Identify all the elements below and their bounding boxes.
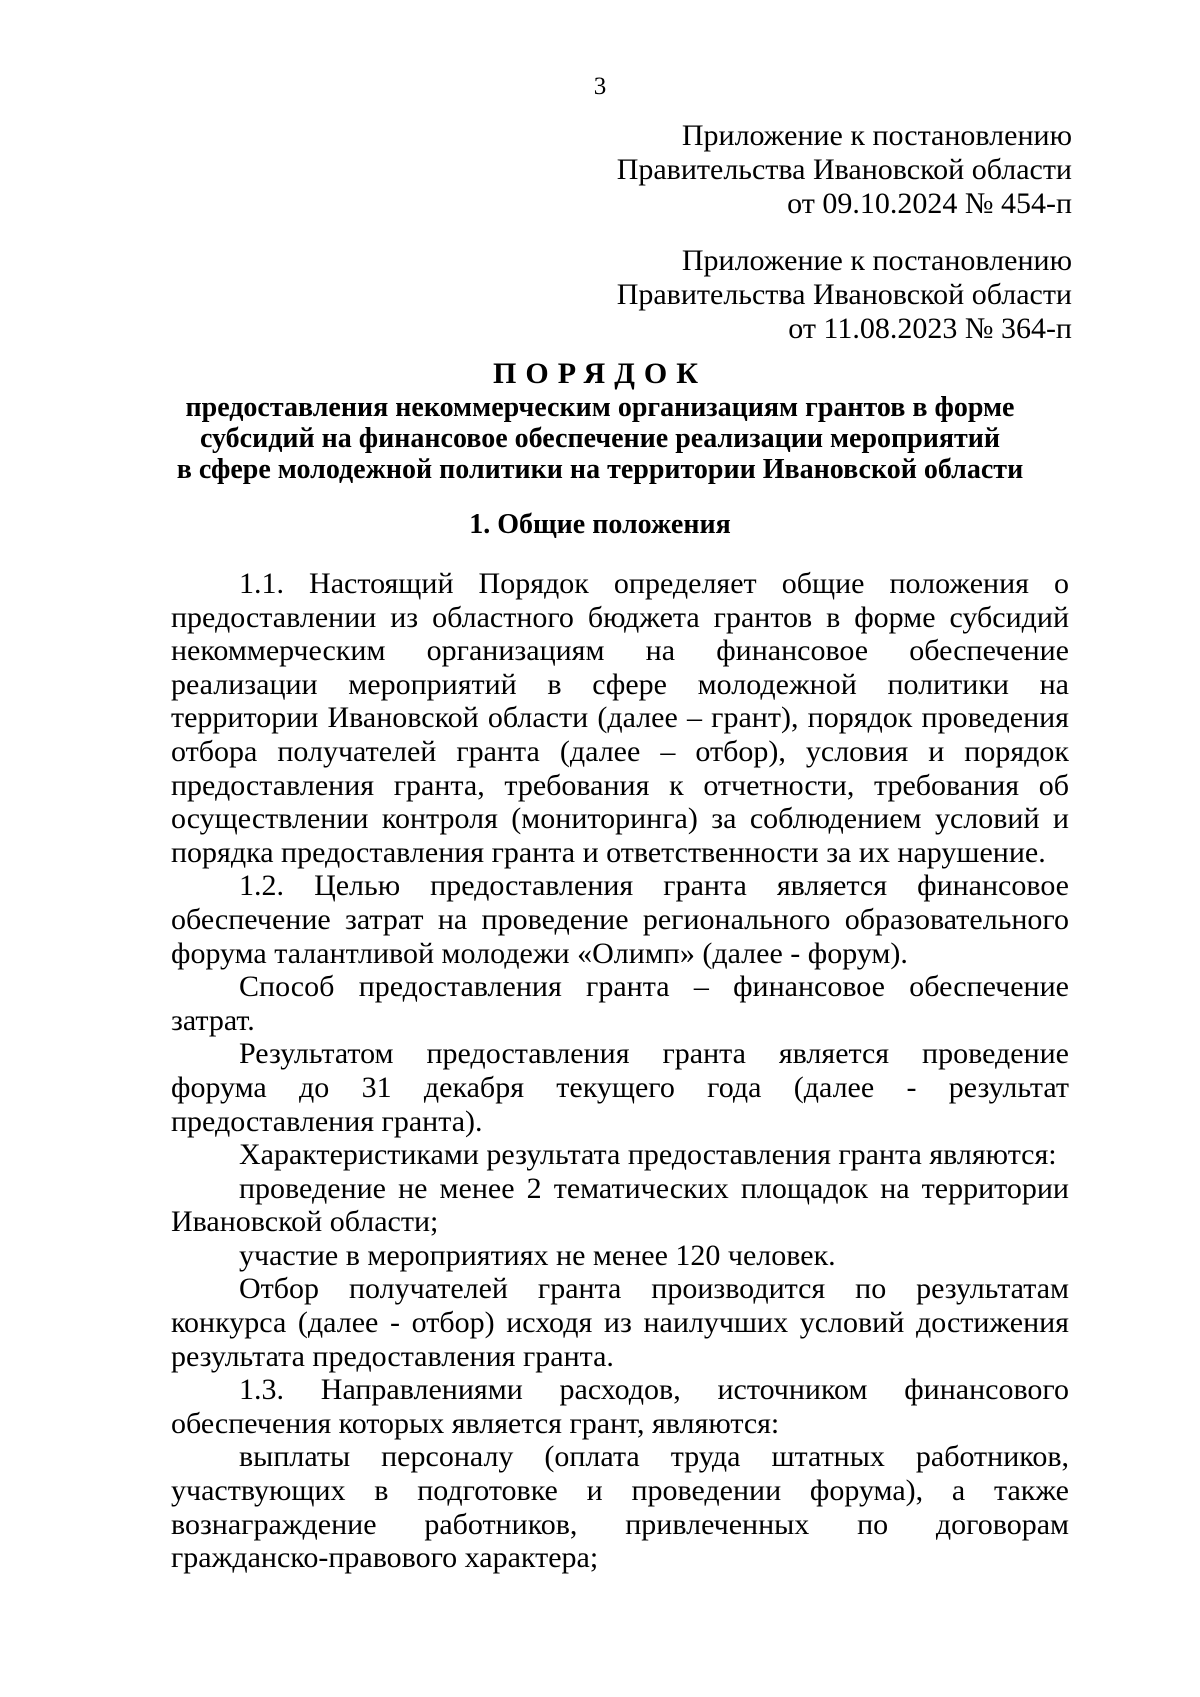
paragraph: 1.1. Настоящий Порядок определяет общие положения о предоставлении из областного бюджета грантов в форме субсидий некоммерческим организациям на финансовое обеспечение реализации мероприятий в сфере молодежной политики на территории Ивановской области (далее – грант), порядок проведения отбора получателей гранта (далее – отбор), условия и порядок предоставления гранта, требования к отчетности, требования об осуществлении контроля (мониторинга) за соблюдением условий и порядка предоставления гранта и ответственности за их нарушение. [171,567,1069,869]
appendix-line: от 11.08.2023 № 364-п [788,312,1072,345]
paragraph: проведение не менее 2 тематических площадок на территории Ивановской области; [171,1171,1069,1239]
paragraph: выплаты персоналу (оплата труда штатных работников, участвующих в подготовке и проведении форума), а также вознаграждение работников, привлеченных по договорам гражданско-правового характера; [171,1440,1069,1575]
paragraph: участие в мероприятиях не менее 120 человек. [239,1238,836,1272]
paragraph: 1.2. Целью предоставления гранта является финансовое обеспечение затрат на проведение регионального образовательного форума талантливой молодежи «Олимп» (далее - форум). [171,869,1069,970]
paragraph: Способ предоставления гранта – финансовое обеспечение затрат. [171,970,1069,1037]
paragraph: Результатом предоставления гранта является проведение форума до 31 декабря текущего года (далее - результат предоставления гранта). [171,1037,1069,1138]
appendix-line: Приложение к постановлению [681,244,1072,277]
page-number: 3 [593,73,607,100]
document-subtitle [160,392,1040,485]
body-text [171,567,1069,1575]
appendix-block [372,119,1072,221]
appendix-line: Правительства Ивановской области [616,278,1072,311]
appendix-line: Правительства Ивановской области [616,153,1072,186]
document-title: ПОРЯДОК [493,357,707,390]
subtitle-line: субсидий на финансовое обеспечение реализации мероприятий [199,423,1001,454]
appendix-line: от 09.10.2024 № 454-п [787,187,1072,220]
paragraph: Отбор получателей гранта производится по результатам конкурса (далее - отбор) исходя из наилучших условий достижения результата предоставления гранта. [171,1272,1069,1373]
subtitle-line: в сфере молодежной политики на территории Ивановской области [176,454,1024,485]
subtitle-line: предоставления некоммерческим организациям грантов в форме [185,392,1015,423]
paragraph: 1.3. Направлениями расходов, источником финансового обеспечения которых является грант, являются: [171,1373,1069,1440]
paragraph: Характеристиками результата предоставления гранта являются: [239,1138,1057,1172]
appendix-line: Приложение к постановлению [681,119,1072,152]
appendix-block [372,244,1072,346]
section-heading: 1. Общие положения [469,509,731,540]
